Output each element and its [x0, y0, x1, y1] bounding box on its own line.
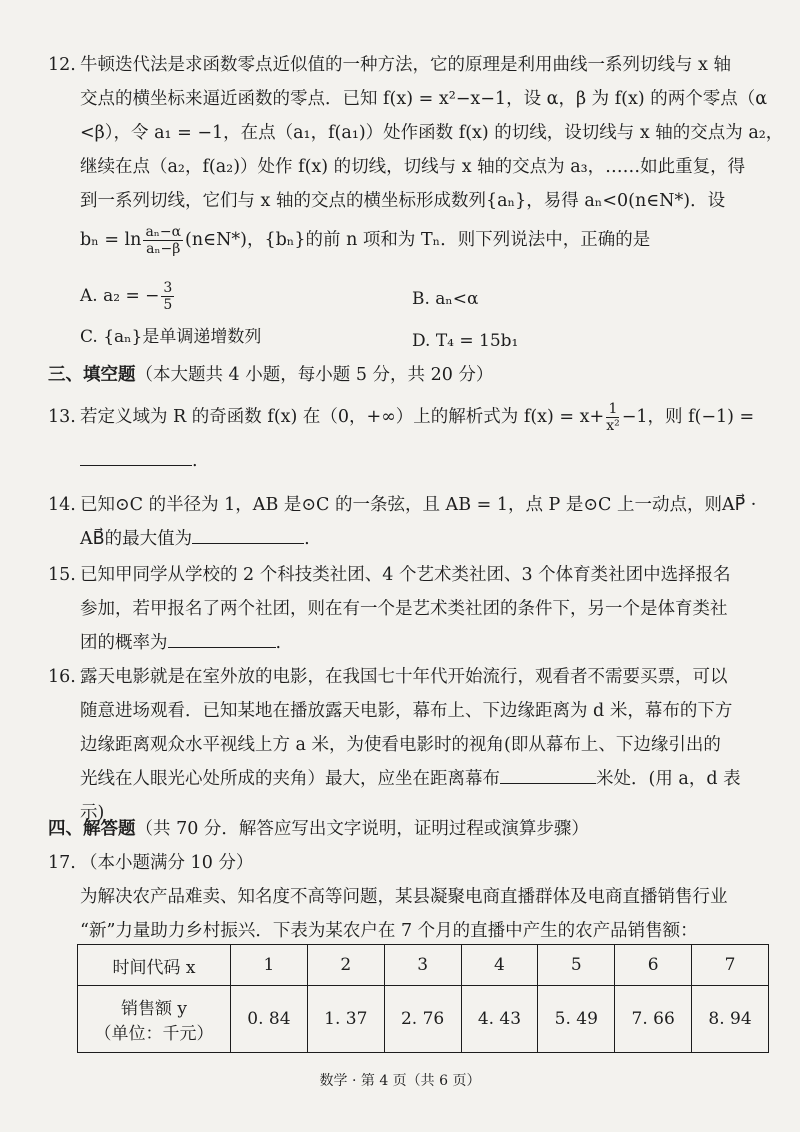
q17-header: （本小题满分 10 分） — [80, 853, 254, 873]
x-value-cell: 7 — [692, 945, 769, 986]
question-number: 15. — [48, 565, 76, 585]
q12-line3: <β），令 a₁ = −1，在点（a₁，f(a₁)）处作函数 f(x) 的切线，设切线与 x 轴的交点为 a₂， — [80, 123, 784, 143]
section-4-title: 四、解答题 — [48, 819, 136, 839]
option-a-text: A. a₂ = − — [80, 286, 160, 306]
q12-line6-pre: bₙ = ln — [80, 230, 142, 250]
y-value-cell: 1. 37 — [307, 986, 384, 1053]
x-value-cell: 1 — [231, 945, 308, 986]
question-17 — [48, 846, 778, 948]
answer-blank[interactable] — [192, 523, 304, 544]
question-number: 12. — [48, 55, 76, 75]
fraction-denominator: 5 — [163, 297, 173, 313]
y-value-cell: 2. 76 — [384, 986, 461, 1053]
fraction-denominator: x² — [606, 418, 620, 434]
option-b: B. aₙ<α — [412, 289, 479, 309]
section-4-heading — [48, 812, 589, 846]
q12-fraction — [143, 224, 183, 257]
page-footer: 数学 · 第 4 页（共 6 页） — [319, 1073, 481, 1089]
y-value-cell: 8. 94 — [692, 986, 769, 1053]
table-row — [78, 945, 769, 986]
option-a — [80, 280, 176, 313]
x-value-cell: 2 — [307, 945, 384, 986]
question-number: 17. — [48, 853, 76, 873]
q12-line5: 到一系列切线，它们与 x 轴的交点的横坐标形成数列{aₙ}，易得 aₙ<0(n∈N*)．设 — [80, 191, 726, 211]
q16-line2: 随意进场观看．已知某地在播放露天电影，幕布上、下边缘距离为 d 米，幕布的下方 — [80, 701, 733, 721]
q12-line6 — [48, 218, 778, 262]
q15-line2: 参加，若甲报名了两个社团，则在有一个是艺术类社团的条件下，另一个是体育类社 — [80, 599, 728, 619]
y-header-cell — [78, 986, 231, 1053]
option-d: D. T₄ = 15b₁ — [412, 331, 519, 351]
y-value-cell: 5. 49 — [538, 986, 615, 1053]
table-row — [78, 986, 769, 1053]
q16-line3: 边缘距离观众水平视线上方 a 米，为使看电影时的视角(即从幕布上、下边缘引出的 — [80, 735, 721, 755]
question-12 — [48, 48, 784, 262]
q16-line1: 露天电影就是在室外放的电影，在我国七十年代开始流行，观看者不需要买票，可以 — [80, 667, 728, 687]
x-value-cell: 4 — [461, 945, 538, 986]
question-14 — [48, 488, 778, 556]
y-value-cell: 0. 84 — [231, 986, 308, 1053]
fraction-numerator: 3 — [163, 280, 173, 296]
answer-blank[interactable] — [168, 627, 276, 648]
answer-blank[interactable] — [80, 445, 192, 466]
q12-line6-post: (n∈N*)，{bₙ}的前 n 项和为 Tₙ．则下列说法中，正确的是 — [185, 230, 651, 250]
y-value-cell: 4. 43 — [461, 986, 538, 1053]
q15-end: . — [275, 633, 282, 653]
q13-pre: 若定义域为 R 的奇函数 f(x) 在（0，+∞）上的解析式为 f(x) = x+ — [80, 407, 605, 427]
section-3-note: （本大题共 4 小题，每小题 5 分，共 20 分） — [135, 365, 494, 385]
question-number: 13. — [48, 407, 76, 427]
q15-line3: 团的概率为 — [80, 633, 168, 653]
option-c: C. {aₙ}是单调递增数列 — [80, 327, 262, 347]
sales-data-table — [77, 944, 769, 1053]
option-a-fraction — [161, 280, 174, 313]
q14-end: . — [304, 529, 310, 549]
question-number: 14. — [48, 495, 76, 515]
q14-line2: AB⃗的最大值为 — [80, 529, 193, 549]
fraction-numerator: 1 — [608, 401, 618, 417]
x-value-cell: 6 — [615, 945, 692, 986]
q13-end: . — [192, 451, 198, 471]
section-3-heading — [48, 358, 493, 392]
fraction-denominator: aₙ−β — [146, 241, 181, 257]
q12-line1: 牛顿迭代法是求函数零点近似值的一种方法，它的原理是利用曲线一系列切线与 x 轴 — [80, 55, 731, 75]
section-4-note: （共 70 分．解答应写出文字说明，证明过程或演算步骤） — [135, 819, 589, 839]
q12-line4: 继续在点（a₂，f(a₂)）处作 f(x) 的切线，切线与 x 轴的交点为 a₃，……如此重复，得 — [80, 157, 746, 177]
q13-post: −1，则 f(−1) = — [621, 407, 755, 427]
question-15 — [48, 558, 778, 660]
question-number: 16. — [48, 667, 76, 687]
q17-line1: 为解决农产品难卖、知名度不高等问题，某县凝聚电商直播群体及电商直播销售行业 — [80, 887, 728, 907]
q14-line1: 已知⊙C 的半径为 1，AB 是⊙C 的一条弦，且 AB = 1，点 P 是⊙C 上一动点，则AP⃗ · — [80, 495, 757, 515]
q13-fraction — [606, 401, 620, 434]
y-label-line1: 销售额 y — [120, 999, 187, 1019]
x-value-cell: 3 — [384, 945, 461, 986]
y-value-cell: 7. 66 — [615, 986, 692, 1053]
x-header-cell: 时间代码 x — [78, 945, 231, 986]
answer-blank[interactable] — [500, 763, 596, 784]
x-value-cell: 5 — [538, 945, 615, 986]
section-3-title: 三、填空题 — [48, 365, 136, 385]
q12-line2: 交点的横坐标来逼近函数的零点．已知 f(x) = x²−x−1，设 α，β 为 f(x) 的两个零点（α — [80, 89, 768, 109]
q16-line4-post: 米处．(用 a，d 表 — [596, 769, 741, 789]
q17-line2: “新”力量助力乡村振兴．下表为某农户在 7 个月的直播中产生的农产品销售额： — [80, 921, 698, 941]
q16-line5: 示) — [80, 803, 105, 823]
y-label-line2: （单位：千元） — [94, 1024, 214, 1044]
q16-line4: 光线在人眼光心处所成的夹角）最大，应坐在距离幕布 — [80, 769, 500, 789]
question-16 — [48, 660, 778, 830]
fraction-numerator: aₙ−α — [145, 224, 182, 240]
question-13 — [48, 400, 778, 478]
q15-line1: 已知甲同学从学校的 2 个科技类社团、4 个艺术类社团、3 个体育类社团中选择报名 — [80, 565, 731, 585]
